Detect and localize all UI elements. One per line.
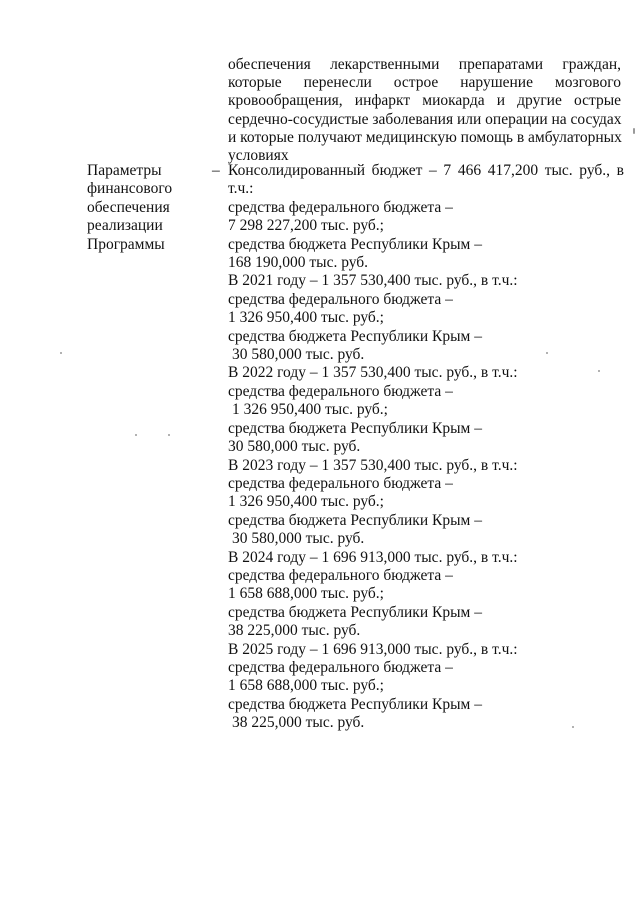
content-line: 7 298 227,200 тыс. руб.; xyxy=(228,217,384,235)
label-line: Программы xyxy=(87,235,165,253)
label-line: финансового xyxy=(87,180,173,198)
year-2021-line: В 2021 году – 1 357 530,400 тыс. руб., в т.ч.: xyxy=(228,272,518,290)
scan-speck xyxy=(135,434,137,436)
scan-speck xyxy=(546,352,548,354)
content-line: 38 225,000 тыс. руб. xyxy=(228,622,361,640)
content-line: 168 190,000 тыс. руб. xyxy=(228,254,369,272)
scan-speck xyxy=(60,352,62,354)
scan-speck xyxy=(598,370,600,372)
content-line: средства бюджета Республики Крым – xyxy=(228,419,482,437)
content-line: 1 658 688,000 тыс. руб.; xyxy=(228,585,384,603)
scan-speck xyxy=(572,726,574,728)
label-line: обеспечения xyxy=(87,198,170,216)
content-line: средства бюджета Республики Крым – xyxy=(228,235,482,253)
year-2024-line: В 2024 году – 1 696 913,000 тыс. руб., в т.ч.: xyxy=(228,548,518,566)
content-line: т.ч.: xyxy=(228,180,254,198)
content-line: средства бюджета Республики Крым – xyxy=(228,603,482,621)
financing-details xyxy=(228,162,624,733)
section-label xyxy=(87,162,207,254)
intro-line: которые перенесли острое нарушение мозгового xyxy=(228,74,621,92)
content-line: 30 580,000 тыс. руб. xyxy=(232,530,365,548)
content-line: 1 658 688,000 тыс. руб.; xyxy=(228,677,384,695)
intro-line: обеспечения лекарственными препаратами граждан, xyxy=(228,56,621,73)
content-line: средства федерального бюджета – xyxy=(228,382,453,400)
content-line: 30 580,000 тыс. руб. xyxy=(232,346,365,364)
label-dash: – xyxy=(212,162,220,179)
content-line: 1 326 950,400 тыс. руб.; xyxy=(228,493,384,511)
content-line: средства федерального бюджета – xyxy=(228,290,453,308)
year-2025-line: В 2025 году – 1 696 913,000 тыс. руб., в т.ч.: xyxy=(228,640,518,658)
intro-line: сердечно-сосудистые заболевания или операции на сосудах xyxy=(228,110,622,128)
label-line: Параметры xyxy=(87,162,162,179)
label-line: реализации xyxy=(87,217,163,235)
year-2023-line: В 2023 году – 1 357 530,400 тыс. руб., в т.ч.: xyxy=(228,456,518,474)
content-line: средства бюджета Республики Крым – xyxy=(228,327,482,345)
total-budget-line: Консолидированный бюджет – 7 466 417,200 тыс. руб., в xyxy=(228,162,624,179)
intro-line: кровообращения, инфаркт миокарда и другие острые xyxy=(228,92,621,110)
content-line: 38 225,000 тыс. руб. xyxy=(232,714,365,732)
content-line: средства бюджета Республики Крым – xyxy=(228,511,482,529)
content-line: средства федерального бюджета – xyxy=(228,474,453,492)
scan-speck xyxy=(168,434,170,436)
intro-line: условиях xyxy=(228,147,289,165)
scan-speck xyxy=(633,128,635,134)
year-2022-line: В 2022 году – 1 357 530,400 тыс. руб., в т.ч.: xyxy=(228,364,518,382)
content-line: 1 326 950,400 тыс. руб.; xyxy=(232,401,388,419)
content-line: средства федерального бюджета – xyxy=(228,566,453,584)
content-line: средства федерального бюджета – xyxy=(228,198,453,216)
content-line: средства федерального бюджета – xyxy=(228,658,453,676)
intro-line: и которые получают медицинскую помощь в амбулаторных xyxy=(228,128,622,146)
content-line: средства бюджета Республики Крым – xyxy=(228,695,482,713)
content-line: 30 580,000 тыс. руб. xyxy=(228,438,361,456)
intro-paragraph xyxy=(228,56,621,165)
content-line: 1 326 950,400 тыс. руб.; xyxy=(228,309,384,327)
